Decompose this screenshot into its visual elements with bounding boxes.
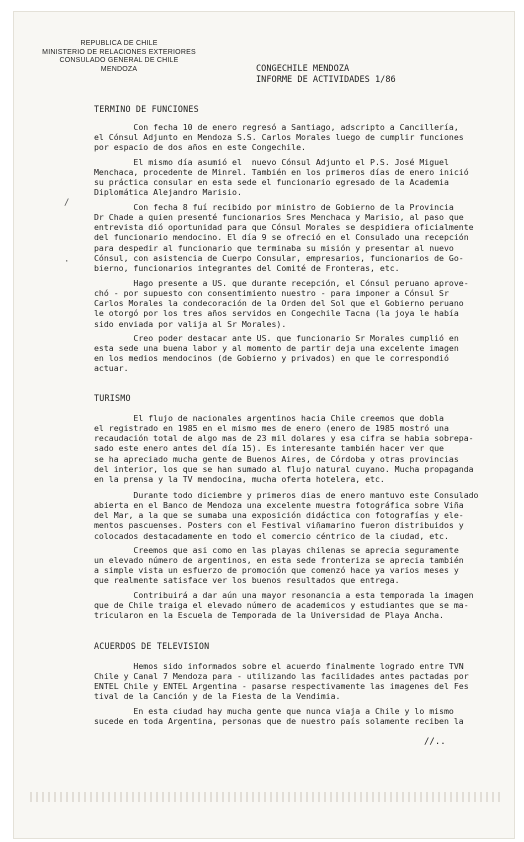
paragraph: Durante todo diciembre y primeros dias de enero mantuvo este Consulado abierta en el Banco de Mendoza una excelente muestra fotográfica sobre Viña del Mar, a la que se sumaba una exposición didáctica con fotografías y ele- mentos pascuenses. Posters con el Festival viñamarino fueron distribuidos y colocados destacadamente en todo el comercio céntrico de la ciudad, etc. bbox=[94, 490, 478, 541]
margin-mark: · bbox=[64, 257, 70, 267]
paragraph: Contribuirá a dar aún una mayor resonancia a esta temporada la imagen que de Chile traiga el elevado número de academicos y estudiantes que se ma- tricularon en la Escuela de Temporada de la Universidad de Playa Ancha. bbox=[94, 590, 474, 621]
report-title: INFORME DE ACTIVIDADES 1/86 bbox=[256, 75, 396, 85]
section-heading: TERMINO DE FUNCIONES bbox=[94, 104, 199, 114]
paragraph: Hago presente a US. que durante recepción, el Cónsul peruano aprove- chó - por supuesto con consentimiento nuestro - para imponer a Cónsul Sr Carlos Morales la condecoración de la Orden del Sol que el Gobierno peruano le otorgó por los tres años servidos en Congechile Tacna (la joya le había sido enviada por valija al Sr Morales). bbox=[94, 278, 469, 329]
report-title-block bbox=[256, 64, 396, 86]
paragraph: El flujo de nacionales argentinos hacia Chile creemos que dobla el registrado en 1985 en el mismo mes de enero (enero de 1985 mostró una recaudación total de algo mas de 23 mil dolares y esa cifra se habia sobrepa- sado este enero antes del día 15). Es interesante también hacer ver que se ha apreciado mucha gente de Buenos Aires, de Córdoba y otras provincias del interior, los que se han sumado al flujo natural cuyano. Mucha propaganda en la prensa y la TV mendocina, mucha oferta hotelera, etc. bbox=[94, 413, 474, 484]
letterhead-line: CONSULADO GENERAL DE CHILE bbox=[59, 57, 179, 65]
report-sender: CONGECHILE MENDOZA bbox=[256, 64, 350, 74]
paragraph: Creemos que asi como en las playas chilenas se aprecia seguramente un elevado número de argentinos, en esta sede fronteriza se aprecia también a simple vista un esfuerzo de promoción que comenzó hace ya varios meses y que realmente satisface ver los buenos resultados que entrega. bbox=[94, 545, 464, 586]
paragraph: Con fecha 10 de enero regresó a Santiago, adscripto a Cancillería, el Cónsul Adjunto en Mendoza S.S. Carlos Morales luego de cumplir funciones por espacio de dos años en este Congechile. bbox=[94, 122, 464, 153]
section-heading: ACUERDOS DE TELEVISION bbox=[94, 641, 210, 651]
letterhead bbox=[34, 40, 204, 74]
paragraph: Hemos sido informados sobre el acuerdo finalmente logrado entre TVN Chile y Canal 7 Mendoza para - utilizando las facilidades antes pactadas por ENTEL Chile y ENTEL Argentina - pasarse respectivamente las imagenes del Fes tival de la Canción y de la Fiesta de la Vendimia. bbox=[94, 661, 469, 702]
page-edge-texture bbox=[30, 792, 500, 802]
margin-mark: / bbox=[64, 198, 70, 208]
paragraph: Con fecha 8 fuí recibido por ministro de Gobierno de la Provincia Dr Chade a quien presenté funcionarios Sres Menchaca y Marisio, al paso que entrevista dió oportunidad para que Cónsul Morales se despidiera oficialmente del funcionario mendocino. El día 9 se ofreció en el Consulado una recepción para despedir al funcionario que terminaba su misión y presentar al nuevo Cónsul, con asistencia de Cuerpo Consular, empresarios, funcionarios de Go- bierno, funcionarios integrantes del Comité de Fronteras, etc. bbox=[94, 202, 474, 273]
letterhead-line: REPUBLICA DE CHILE bbox=[80, 40, 158, 47]
letterhead-line: MENDOZA bbox=[100, 65, 138, 73]
paragraph: El mismo día asumió el nuevo Cónsul Adjunto el P.S. José Miguel Menchaca, procedente de Minrel. También en los primeros días de enero inició su práctica consular en esta sede el funcionario egresado de la Academia Diplomática Alejandro Marisio. bbox=[94, 157, 469, 198]
paragraph: En esta ciudad hay mucha gente que nunca viaja a Chile y lo mismo sucede en toda Argentina, personas que de nuestro país solamente reciben la bbox=[94, 706, 464, 727]
section-heading: TURISMO bbox=[94, 393, 131, 403]
letterhead-line: MINISTERIO DE RELACIONES EXTERIORES bbox=[42, 48, 196, 56]
continuation-mark: //.. bbox=[424, 737, 446, 747]
paragraph: Creo poder destacar ante US. que funcionario Sr Morales cumplió en esta sede una buena labor y al momento de partir deja una excelente imagen en los medios mendocinos (de Gobierno y privados) en que le correspondió actuar. bbox=[94, 333, 459, 374]
